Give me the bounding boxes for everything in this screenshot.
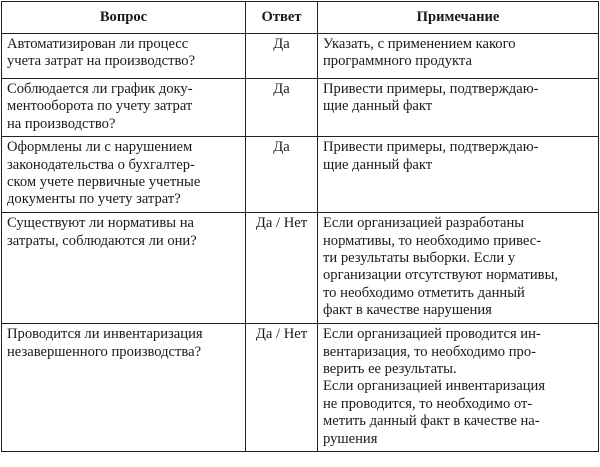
note-line: Привести примеры, подтверждаю- [323,81,539,97]
question-line: Существуют ли нормативы на [7,215,195,232]
question-cell [2,137,246,213]
note-line: Привести примеры, подтверждаю- [323,139,539,156]
note-line: программного продукта [323,53,472,70]
question-line: документы по учету затрат? [7,191,181,208]
question-line: Соблюдается ли график доку- [7,81,193,97]
header-question: Вопрос [2,2,246,34]
note-line: ти результаты выборки. Если у [323,250,516,267]
answer-cell: Да / Нет [246,213,318,324]
header-answer: Ответ [246,2,318,34]
note-line: рушения [323,430,378,447]
note-line: вентаризация, то необходимо про- [323,343,536,360]
note-line: метить данный факт в качестве на- [323,413,540,430]
question-cell [2,34,246,79]
answer-cell: Да [246,79,318,137]
question-line: затраты, соблюдаются ли они? [7,232,197,249]
note-line: нормативы, то необходимо привес- [323,232,542,249]
note-line: Если организацией инвентаризация [323,378,546,395]
table-row [2,137,599,213]
question-line: ментооборота по учету затрат [7,98,193,115]
note-line: щие данный факт [323,98,433,115]
question-cell [2,79,246,137]
question-line: Проводится ли инвентаризация [7,326,203,343]
note-line: Если организацией разработаны [323,215,525,232]
audit-checklist-table [1,1,599,452]
question-line: на производство? [7,115,116,132]
note-line: щие данный факт [323,156,433,173]
question-line: незавершенного производства? [7,343,202,360]
answer-cell: Да / Нет [246,324,318,452]
header-note: Примечание [318,2,599,34]
question-line: учета затрат на производство? [7,53,196,70]
note-cell [318,324,599,452]
table-row [2,79,599,137]
note-line: Если организацией проводится ин- [323,326,541,343]
note-line: организации отсутствуют нормативы, [323,267,559,284]
question-line: законодательства о бухгалтер- [7,156,195,173]
note-cell [318,137,599,213]
question-line: ском учете первичные учетные [7,174,201,191]
question-cell [2,324,246,452]
note-line: факт в качестве нарушения [323,302,492,319]
question-line: Автоматизирован ли процесс [7,36,189,52]
table-row [2,324,599,452]
table-row [2,213,599,324]
question-cell [2,213,246,324]
answer-cell: Да [246,34,318,79]
note-cell [318,79,599,137]
answer-cell: Да [246,137,318,213]
header-row [2,2,599,34]
question-line: Оформлены ли с нарушением [7,139,193,156]
note-line: Указать, с применением какого [323,36,516,52]
note-cell [318,213,599,324]
note-line: верить ее результаты. [323,361,457,378]
note-cell [318,34,599,79]
table-row [2,34,599,79]
note-line: то необходимо отметить данный [323,284,525,301]
note-line: не проводится, то необходимо от- [323,395,533,412]
